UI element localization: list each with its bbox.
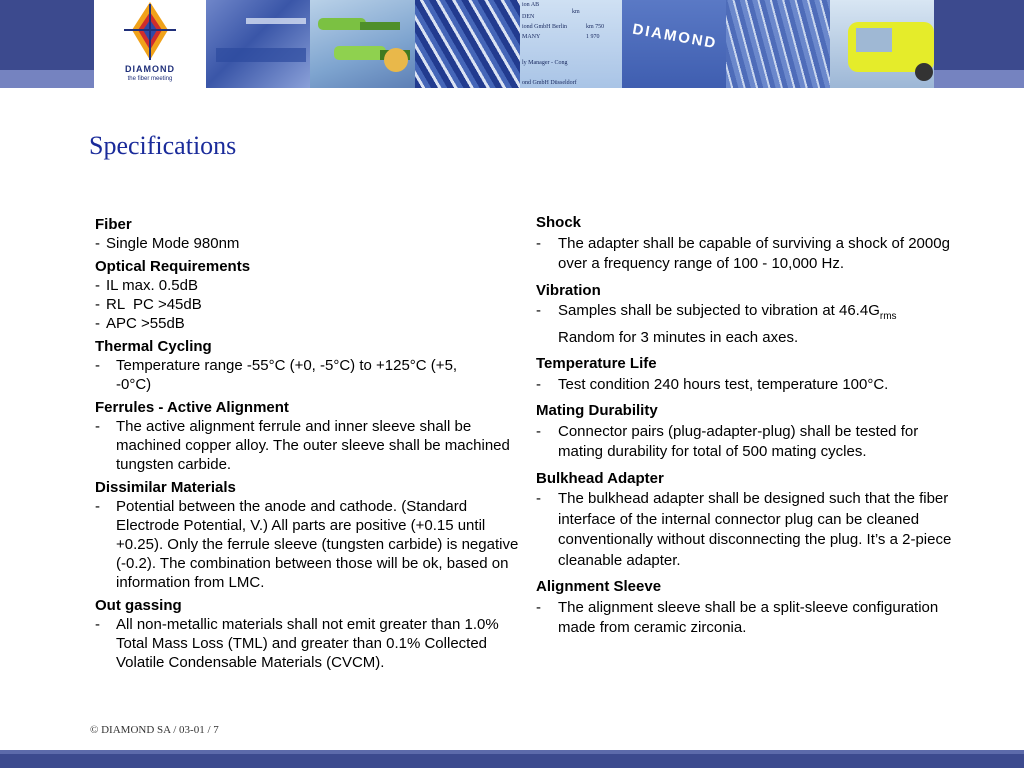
list-item: - Samples shall be subjected to vibration at $46.4G_{rms}$ Random for 3 minutes in each axes. (536, 302, 897, 346)
left-column (95, 215, 525, 676)
list-item-text: Connector pairs (plug-adapter-plug) shall be tested for mating durability for total of 500 mating cycles. (558, 422, 919, 460)
section-heading: Mating Durability (536, 402, 658, 419)
section-heading: Ferrules - Active Alignment (95, 399, 289, 416)
banner-photo-blue (206, 0, 310, 88)
list-item-text: IL max. 0.5dB (106, 277, 198, 294)
list-item: - All non-metallic materials shall not emit greater than 1.0% Total Mass Loss (TML) and greater than 0.1% Collected Volatile Condensable Materials (CVCM). (95, 616, 499, 671)
green-connectors-icon (310, 0, 415, 88)
bottom-bar (0, 750, 1024, 768)
list-item: - The alignment sleeve shall be a split-sleeve configuration made from ceramic zirconia. (536, 598, 939, 636)
section-heading: Alignment Sleeve (536, 578, 662, 595)
list-item: - Single Mode 980nm (95, 235, 240, 252)
list-item-text: Temperature range -55°C (+0, -5°C) to +125°C (+5, -0°C) (116, 357, 458, 393)
list-item: - RL PC >45dB (95, 296, 202, 313)
spec-section-temperature-life (536, 354, 956, 395)
spec-section-alignment (536, 577, 956, 639)
sign-line: km (572, 9, 580, 15)
list-item-text: APC >55dB (106, 315, 185, 332)
sign-line: km 750 (586, 24, 605, 30)
section-heading: Thermal Cycling (95, 338, 212, 355)
banner-photo-signs (520, 0, 622, 88)
banner-photo-blue2 (726, 0, 830, 88)
list-item: - Temperature range -55°C (+0, -5°C) to +125°C (+5, -0°C) (95, 357, 458, 393)
spec-section-ferrules (95, 398, 525, 474)
spec-section-bulkhead (536, 469, 956, 572)
list-item: - The bulkhead adapter shall be designed such that the fiber interface of the internal connector plug can be cleaned conventionally without disconnecting the plug. It’s a 2-piece cleanable adapter. (536, 490, 952, 569)
sign-line: iond GmbH Berlin (522, 24, 567, 30)
list-item-text: Test condition 240 hours test, temperature 100°C. (558, 375, 889, 393)
rms-subscript: rms (879, 311, 897, 322)
list-item: - Test condition 240 hours test, temperature 100°C. (536, 375, 889, 393)
list-item-text: The bulkhead adapter shall be designed such that the fiber interface of the internal connector plug can be cleaned conventionally without disconnecting the plug. It’s a 2-piece cleanable adapter. (558, 490, 952, 569)
list-item: - The adapter shall be capable of surviving a shock of 2000g over a frequency range of 100 - 10,000 Hz. (536, 234, 950, 272)
list-item-text: The adapter shall be capable of surviving a shock of 2000g over a frequency range of 100 - 10,000 Hz. (558, 234, 950, 272)
logo-wordmark: DIAMOND (125, 64, 175, 74)
sign-line: ond GmbH Düsseldorf (522, 80, 577, 86)
car-icon (830, 0, 934, 88)
list-item-text: Single Mode 980nm (106, 235, 240, 252)
list-item: - The active alignment ferrule and inner sleeve shall be machined copper alloy. The outer sleeve shall be machined tungsten carbide. (95, 418, 510, 473)
section-heading: Fiber (95, 216, 132, 233)
sign-line: ion AB (522, 2, 540, 8)
list-item-text: Potential between the anode and cathode. (Standard Electrode Potential, V.) All parts are positive (+0.15 until +0.25). Only the ferrule sleeve (tungsten carbide) is negative (-0.2). The combination between those will be ok, based on information from LMC. (116, 498, 519, 591)
banner-photo-building (622, 0, 726, 88)
banner-photo-connectors (310, 0, 415, 88)
section-heading: Shock (536, 214, 582, 231)
spec-section-outgassing (95, 596, 525, 672)
footer-copyright: © DIAMOND SA / 03-01 / 7 (90, 724, 219, 736)
banner-shapes-icon (206, 0, 310, 88)
diamond-logo (94, 0, 206, 88)
section-heading: Vibration (536, 281, 601, 299)
sign-line: MANY (522, 34, 541, 40)
list-item-text: All non-metallic materials shall not emit greater than 1.0% Total Mass Loss (TML) and greater than 0.1% Collected Volatile Condensable Materials (CVCM). (116, 616, 499, 671)
spec-section-dissimilar (95, 478, 525, 592)
building-wordmark: DIAMOND (631, 20, 719, 53)
section-heading: Optical Requirements (95, 258, 251, 275)
spec-section-vibration (536, 281, 956, 349)
spec-section-mating (536, 401, 956, 463)
sign-line: 1 970 (586, 34, 600, 40)
list-item: - IL max. 0.5dB (95, 277, 198, 294)
bottom-bar-accent (0, 750, 1024, 754)
list-item: - APC >55dB (95, 315, 185, 332)
spec-section-optical (95, 257, 525, 333)
banner-photo-fan (415, 0, 520, 88)
diamond-logo-icon (94, 0, 206, 64)
spec-section-shock (536, 213, 956, 275)
logo-tagline: the fiber meeting (127, 76, 173, 82)
page-title: Specifications (89, 131, 237, 160)
spec-section-fiber (95, 215, 525, 253)
spec-section-thermal (95, 337, 525, 394)
sign-line: DEN (522, 14, 535, 20)
list-item-text: The active alignment ferrule and inner sleeve shall be machined copper alloy. The outer sleeve shall be machined tungsten carbide. (116, 418, 510, 473)
list-item: - Connector pairs (plug-adapter-plug) shall be tested for mating durability for total of 500 mating cycles. (536, 422, 919, 460)
header-banner (0, 0, 1024, 88)
list-item-text: The alignment sleeve shall be a split-sleeve configuration made from ceramic zirconia. (558, 598, 939, 636)
banner-photo-car (830, 0, 934, 88)
list-item-text: RL PC >45dB (106, 296, 202, 313)
section-heading: Dissimilar Materials (95, 479, 236, 496)
list-item: - Potential between the anode and cathode. (Standard Electrode Potential, V.) All parts are positive (+0.15 until +0.25). Only the ferrule sleeve (tungsten carbide) is negative (-0.2). The combination between those will be ok, based on information from LMC. (95, 498, 519, 591)
list-item-text: Samples shall be subjected to vibration at 46.4G (558, 302, 880, 319)
sign-line: ly Manager - Cong (522, 60, 568, 66)
section-heading: Temperature Life (536, 355, 657, 372)
list-item-text: Random for 3 minutes in each axes. (558, 328, 799, 346)
section-heading: Out gassing (95, 597, 182, 614)
section-heading: Bulkhead Adapter (536, 469, 664, 487)
right-column (536, 213, 956, 645)
